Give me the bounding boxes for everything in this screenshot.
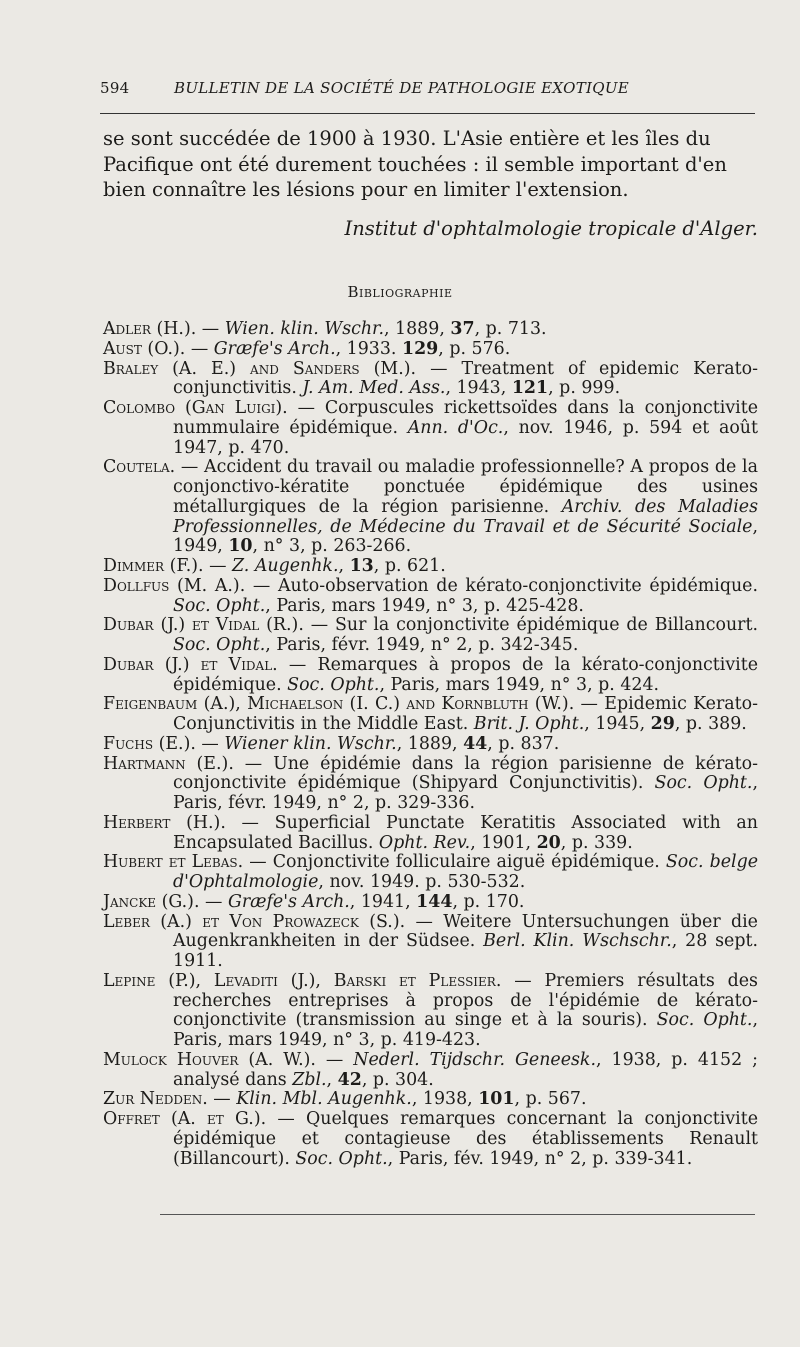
reference-details: , Paris, fév. 1949, n° 2, p. 339-341.: [387, 1148, 693, 1169]
reference-entry: [103, 735, 758, 755]
reference-text: — Auto-observation de kérato-conjonctivite épidémique.: [245, 575, 758, 596]
reference-author: Offret (A. et G.).: [103, 1109, 267, 1129]
reference-details: , 1943,: [445, 378, 512, 399]
reference-pages: , p. 837.: [487, 733, 560, 754]
reference-text: — Une épidémie dans la région parisienne de kérato-conjonctivite épidémique (Shipyard Conjunctivitis).: [173, 753, 759, 794]
reference-entry: [103, 755, 758, 814]
reference-journal: Z. Augenhk.: [232, 556, 339, 576]
reference-entry: [103, 577, 758, 617]
journal-title: BULLETIN DE LA SOCIÉTÉ DE PATHOLOGIE EXOTIQUE: [174, 79, 630, 97]
reference-volume: 121: [511, 378, 549, 399]
reference-journal: Nederl. Tijdschr. Geneesk.: [353, 1049, 596, 1070]
reference-pages: , p. 304.: [361, 1069, 434, 1090]
reference-details: , 1938, p. 4152 ; analysé dans: [173, 1049, 758, 1090]
reference-journal: J. Am. Med. Ass.: [302, 378, 446, 399]
reference-pages: , p. 339.: [560, 832, 633, 853]
reference-entry: [103, 340, 758, 360]
reference-author: Dimmer (F.).: [103, 556, 204, 576]
reference-entry: [103, 557, 758, 577]
reference-details: , Paris, mars 1949, n° 3, p. 419-423.: [173, 1010, 758, 1050]
reference-volume: 10: [228, 536, 253, 557]
reference-entry: [103, 1110, 758, 1169]
reference-text: — Weitere Untersuchungen über die Augenkrankheiten in der Südsee.: [173, 911, 758, 952]
reference-volume: 42: [337, 1069, 362, 1090]
reference-details: , Paris, mars 1949, n° 3, p. 425-428.: [265, 595, 584, 616]
reference-author: Mulock Houver (A. W.).: [103, 1049, 316, 1070]
footer-rule: [160, 1214, 755, 1215]
reference-journal: Wien. klin. Wschr.: [224, 319, 384, 339]
reference-pages: , p. 713.: [474, 319, 547, 339]
reference-text: — Superficial Punctate Keratitis Associated with an Encapsulated Bacillus.: [173, 812, 758, 853]
reference-journal: Soc. Opht.: [173, 635, 266, 655]
reference-details: , 28 sept. 1911.: [173, 931, 758, 971]
affiliation: Institut d'ophtalmologie tropicale d'Alger.: [344, 217, 758, 240]
reference-pages: , p. 389.: [674, 714, 747, 734]
reference-details: , Paris, févr. 1949, n° 2, p. 342-345.: [265, 635, 579, 655]
reference-text: —: [195, 733, 225, 754]
reference-details: , 1889,: [384, 319, 451, 339]
reference-entry: [103, 360, 758, 400]
reference-text: — Accident du travail ou maladie professionnelle? A propos de la conjonctivo-kératite ponctuée épidémique des usines métallurgiques de la région parisienne.: [173, 457, 758, 517]
reference-text: — Corpuscules rickettsoïdes dans la conjonctivite nummulaire épidémique.: [173, 398, 758, 438]
reference-entry: [103, 399, 758, 458]
reference-text: —: [185, 338, 214, 359]
reference-journal: Klin. Mbl. Augenhk.: [236, 1089, 412, 1110]
reference-volume: 101: [478, 1089, 515, 1110]
reference-pages: , p. 170.: [452, 891, 525, 912]
reference-pages: , p. 576.: [438, 338, 511, 359]
reference-details: ,: [338, 556, 350, 576]
reference-entry: [103, 1051, 758, 1091]
reference-pages: , p. 567.: [514, 1089, 587, 1110]
reference-author: Dubar (J.) et Vidal.: [103, 654, 278, 675]
reference-entry: [103, 814, 758, 854]
reference-author: Colombo (Gan Luigi).: [103, 398, 288, 418]
reference-author: Hartmann (E.).: [103, 753, 234, 774]
reference-pages: , n° 3, p. 263-266.: [252, 536, 412, 557]
reference-entry: [103, 320, 758, 340]
reference-journal: Soc. Opht.: [173, 595, 266, 616]
reference-details: , 1933.: [335, 338, 402, 359]
reference-author: Hubert et Lebas.: [103, 852, 244, 873]
reference-author: Feigenbaum (A.), Michaelson (I. C.) and Kornbluth (W.).: [103, 694, 575, 715]
reference-details: , Paris, févr. 1949, n° 2, p. 329-336.: [173, 773, 758, 813]
reference-journal: Soc. Opht.: [656, 1010, 753, 1031]
reference-journal: Soc. belge d'Ophtalmologie: [173, 852, 759, 892]
reference-author: Fuchs (E.).: [103, 733, 196, 754]
reference-journal: Brit. J. Opht.: [473, 714, 585, 734]
reference-author: Herbert (H.).: [103, 812, 226, 833]
reference-volume: 144: [416, 891, 453, 912]
reference-text: —: [199, 891, 228, 912]
reference-text: — Treatment of epidemic Kerato-conjunctivitis.: [173, 358, 758, 399]
reference-entry: [103, 656, 758, 696]
reference-details: , nov. 1949. p. 530-532.: [318, 872, 526, 892]
reference-entry: [103, 893, 758, 913]
reference-text: —: [203, 556, 233, 576]
reference-pages: , p. 999.: [548, 378, 621, 399]
reference-text: — Sur la conjonctivite épidémique de Billancourt.: [303, 615, 758, 636]
reference-journal: Soc. Opht.: [287, 674, 380, 695]
header-rule: [100, 113, 755, 114]
reference-volume: 129: [401, 338, 439, 359]
reference-entry: [103, 458, 758, 557]
reference-entry: [103, 616, 758, 656]
reference-author: Dubar (J.) et Vidal (R.).: [103, 615, 304, 636]
reference-author: Adler (H.).: [103, 319, 197, 339]
reference-details: ,: [326, 1069, 338, 1090]
reference-author: Leber (A.) et Von Prowazeck (S.).: [103, 911, 406, 932]
reference-author: Lepine (P.), Levaditi (J.), Barski et Plessier.: [103, 970, 502, 991]
reference-details: , 1938,: [411, 1089, 479, 1110]
reference-pages: , p. 621.: [373, 556, 446, 576]
reference-details: , nov. 1946, p. 594 et août 1947, p. 470.: [173, 417, 758, 458]
reference-journal: Græfe's Arch.: [213, 338, 336, 359]
reference-volume: 37: [450, 319, 475, 339]
reference-text: —: [315, 1049, 354, 1070]
reference-author: Jancke (G.).: [103, 891, 200, 912]
reference-entry: [103, 913, 758, 972]
reference-details: , 1889,: [396, 733, 464, 754]
reference-author: Coutela.: [103, 457, 176, 478]
reference-text: — Epidemic Kerato-Conjunctivitis in the Middle East.: [173, 694, 758, 734]
reference-volume: 29: [650, 714, 675, 734]
reference-journal: Soc. Opht.: [654, 773, 753, 794]
reference-author: Zur Nedden.: [103, 1089, 208, 1110]
reference-author: Braley (A. E.) and Sanders (M.).: [103, 358, 417, 379]
page-number: 594: [100, 79, 130, 97]
reference-text: — Conjonctivite folliculaire aiguë épidémique.: [243, 852, 666, 873]
reference-author: Dollfus (M. A.).: [103, 575, 246, 596]
reference-details: , 1949,: [173, 516, 758, 557]
intro-paragraph: [103, 126, 759, 203]
reference-journal: Archiv. des Maladies Professionnelles, de Médecine du Travail et de Sécurité Sociale: [173, 496, 758, 537]
reference-author: Aust (O.).: [103, 338, 186, 359]
reference-details: , 1941,: [349, 891, 417, 912]
reference-entry: [103, 853, 758, 893]
reference-text: — Remarques à propos de la kérato-conjonctivite épidémique.: [173, 654, 758, 695]
reference-details: , 1901,: [470, 832, 537, 853]
reference-volume: 13: [349, 556, 374, 576]
reference-details: , 1945,: [584, 714, 651, 734]
reference-journal: Berl. Klin. Wschschr.: [483, 931, 672, 952]
reference-volume: 20: [536, 832, 561, 853]
reference-journal: Opht. Rev.: [378, 832, 471, 853]
reference-journal: Wiener klin. Wschr.: [224, 733, 397, 754]
reference-list: [103, 320, 758, 1169]
reference-entry: [103, 695, 758, 735]
reference-details: , Paris, mars 1949, n° 3, p. 424.: [379, 674, 660, 695]
reference-journal: Soc. Opht.: [295, 1148, 388, 1169]
reference-text: — Premiers résultats des recherches entreprises à propos de l'épidémie de kérato-conjonctivite (transmission au singe et à la souris).: [173, 970, 758, 1031]
reference-entry: [103, 972, 758, 1051]
reference-volume: 44: [463, 733, 488, 754]
intro-text: se sont succédée de 1900 à 1930. L'Asie entière et les îles du Pacifique ont été durement touchées : il semble important d'en bien connaître les lésions pour en limiter l'extension.: [103, 127, 727, 201]
reference-text: — Quelques remarques concernant la conjonctivite épidémique et contagieuse des établissements Renault (Billancourt).: [173, 1109, 758, 1169]
reference-journal: Zbl.: [292, 1069, 327, 1090]
reference-text: —: [207, 1089, 237, 1110]
reference-entry: [103, 1090, 758, 1110]
reference-journal: Græfe's Arch.: [227, 891, 350, 912]
reference-journal: Ann. d'Oc.: [407, 417, 504, 438]
bibliography-heading: Bibliographie: [347, 283, 453, 301]
reference-text: —: [196, 319, 225, 339]
